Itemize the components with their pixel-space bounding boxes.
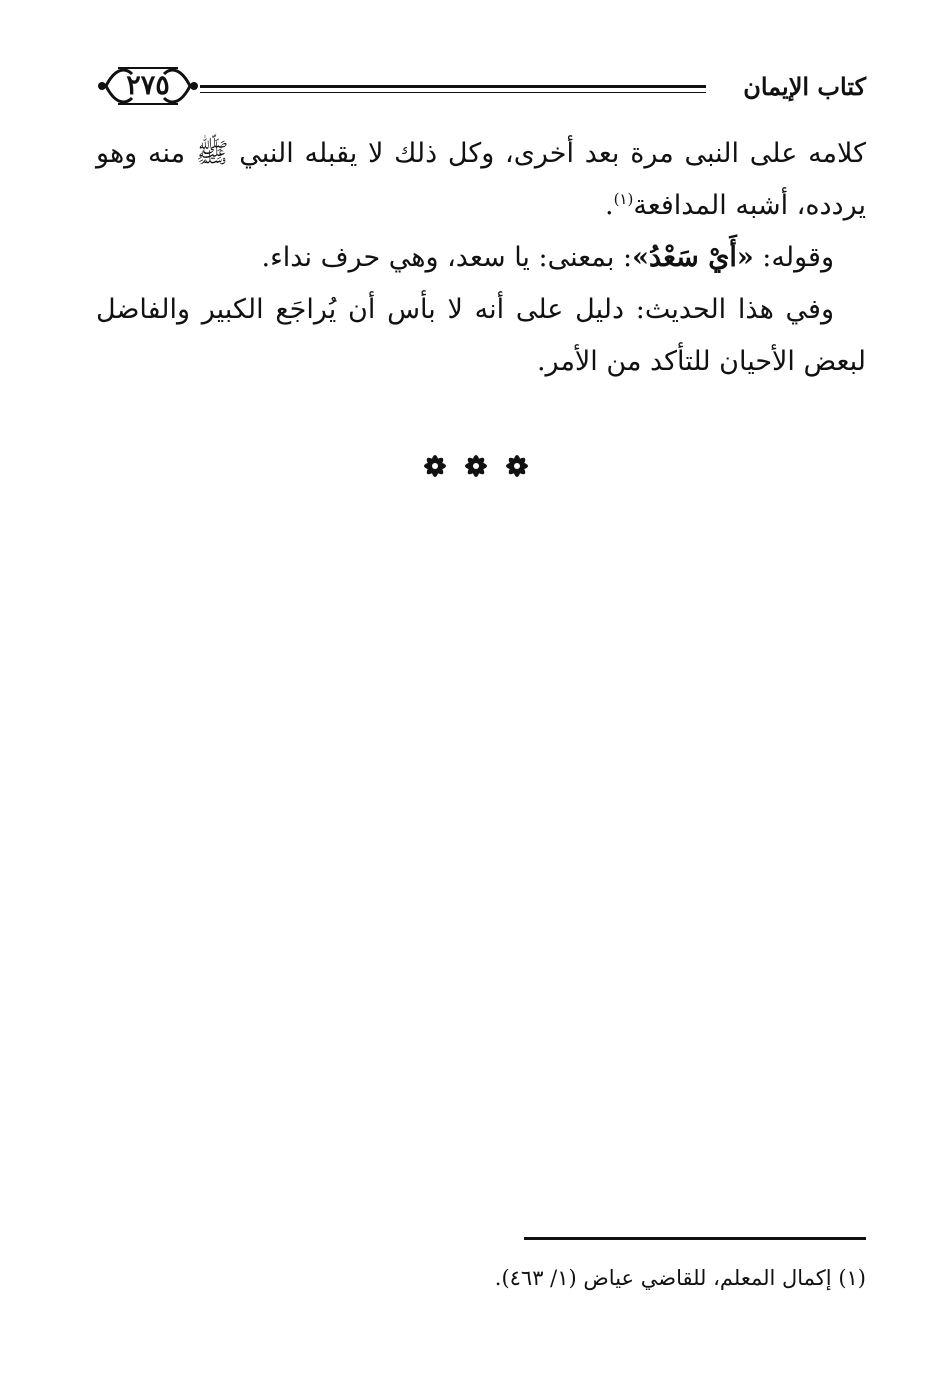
footnote-ref: (١): [613, 190, 634, 208]
paragraph-2: [96, 232, 866, 284]
flower-ornament-icon: [502, 451, 532, 481]
running-title: كتاب الإيمان: [743, 72, 866, 101]
page-number: ٢٧٥: [126, 70, 170, 101]
paragraph-1: [96, 128, 866, 232]
paragraph-3: وفي هذا الحديث: دليل على أنه لا بأس أن يُراجَع الكبير والفاضل لبعض الأحيان للتأكد من الأمر.: [96, 294, 866, 377]
paragraph-2-text: : بمعنى: يا سعد، وهي حرف نداء.: [261, 242, 633, 273]
header-rule: [200, 85, 706, 88]
footnote-rule: [524, 1237, 866, 1240]
main-text: [96, 128, 866, 388]
header-rule-thin: [200, 92, 706, 93]
section-separator: [420, 448, 532, 484]
page-number-badge: [96, 60, 200, 112]
footnote-1: (١) إكمال المعلم، للقاضي عياض (١/ ٤٦٣).: [494, 1266, 866, 1290]
flower-ornament-icon: [461, 451, 491, 481]
paragraph-1-end: .: [604, 190, 614, 221]
flower-ornament-icon: [420, 451, 450, 481]
paragraph-1-text: كلامه على النبى مرة بعد أخرى، وكل ذلك لا يقبله النبي ﷺ منه وهو يردده، أشبه المدافعة: [96, 138, 866, 221]
paragraph-2-lead: وقوله:: [753, 242, 834, 273]
paragraph-2-term: «أَيْ سَعْدُ»: [632, 242, 754, 273]
page-header: [90, 58, 866, 118]
